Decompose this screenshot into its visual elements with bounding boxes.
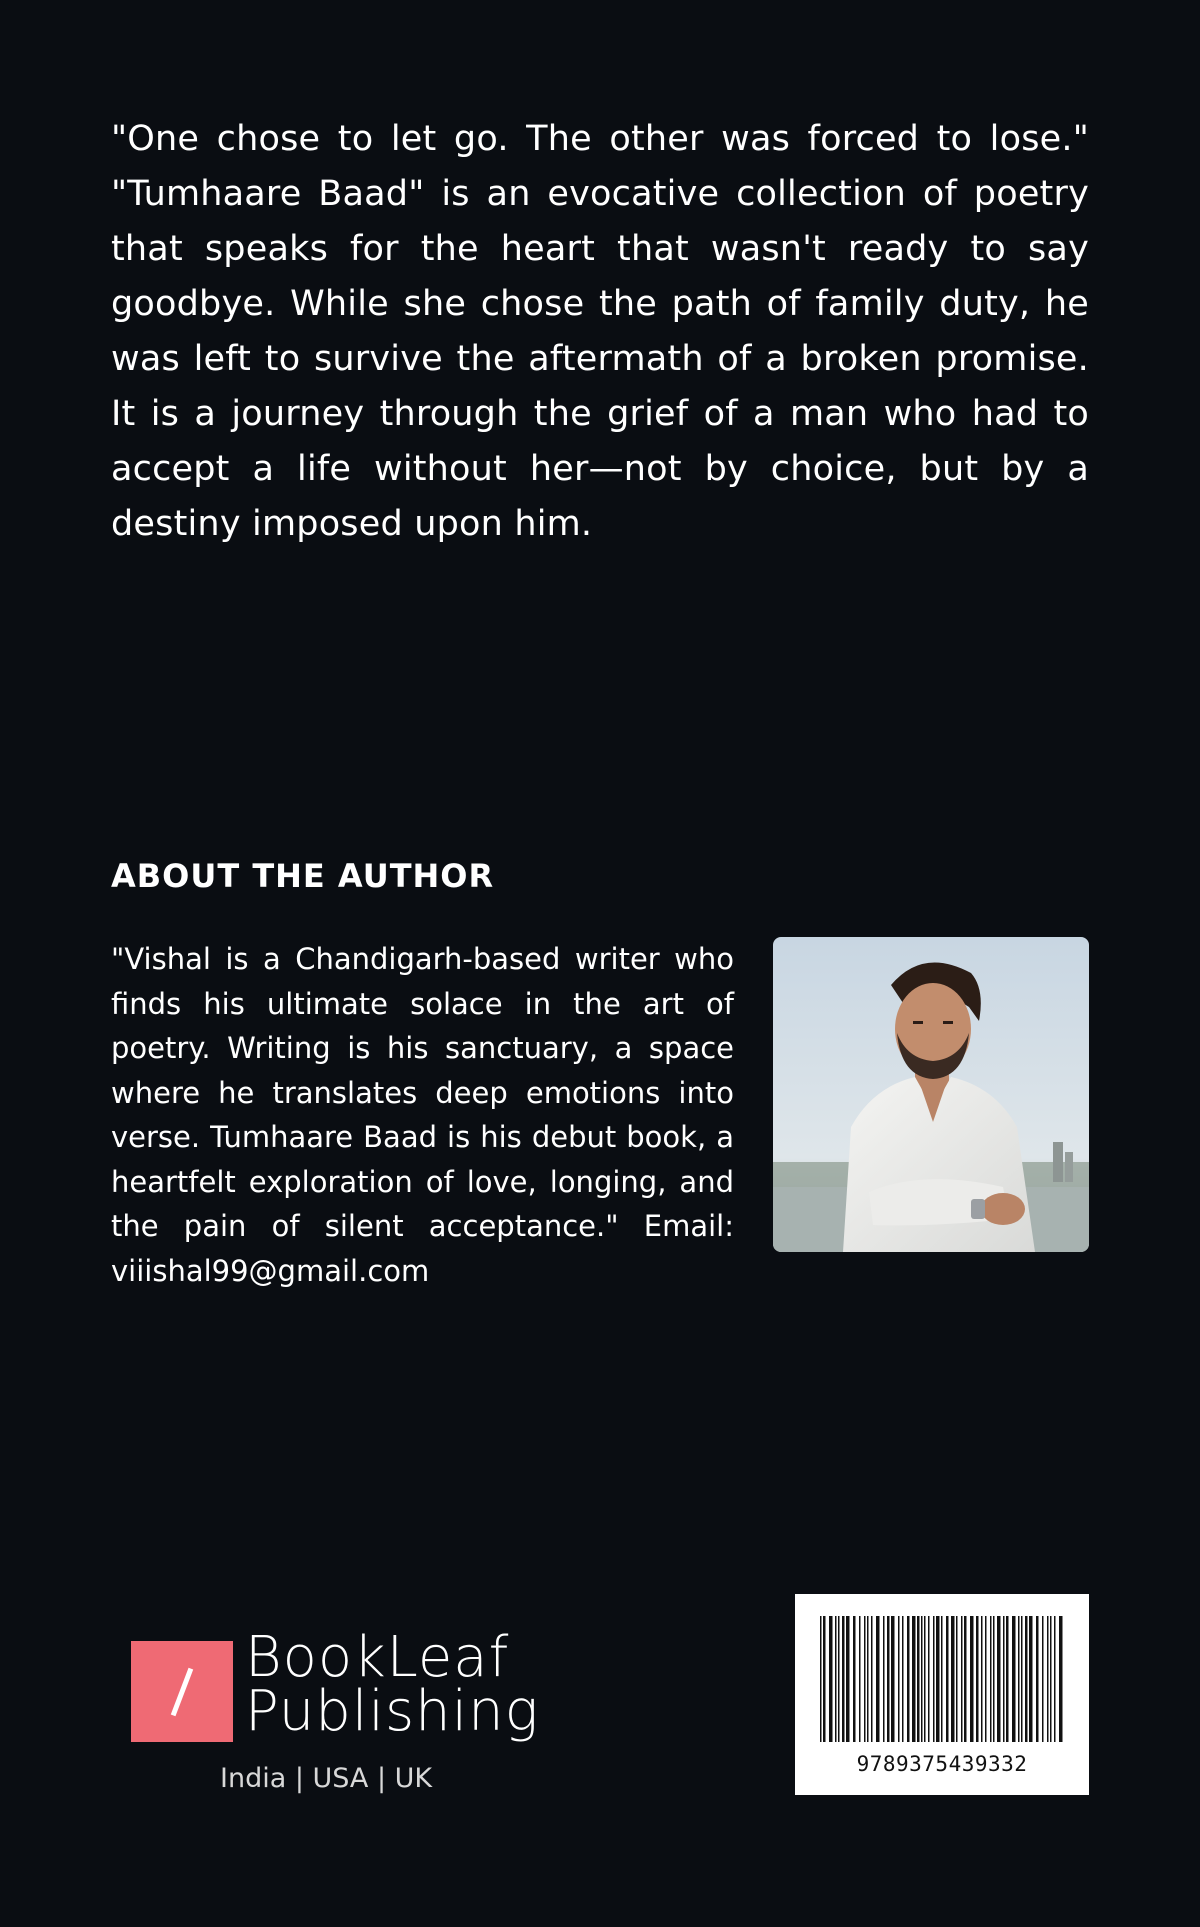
barcode-bar	[921, 1616, 923, 1742]
barcode-bar	[1021, 1616, 1023, 1742]
barcode-bar	[829, 1616, 833, 1742]
barcode-bar	[970, 1616, 974, 1742]
barcode-bar	[924, 1616, 926, 1742]
barcode-bar	[883, 1616, 885, 1742]
barcode-bar	[907, 1616, 910, 1742]
barcode-bars	[795, 1594, 1089, 1754]
barcode-bar	[859, 1616, 861, 1742]
barcode-bar	[838, 1616, 840, 1742]
barcode-bar	[898, 1616, 900, 1742]
publisher-regions: India | USA | UK	[220, 1763, 433, 1794]
barcode-bar	[993, 1616, 995, 1742]
barcode-bar	[1059, 1616, 1063, 1742]
barcode-bar	[1025, 1616, 1028, 1742]
barcode-bar	[823, 1616, 826, 1742]
publisher-name-line1: BookLeaf	[245, 1625, 510, 1690]
barcode-bar	[887, 1616, 890, 1742]
publisher-name-line2: Publishing	[245, 1679, 540, 1744]
barcode-bar	[876, 1616, 880, 1742]
barcode-bar	[981, 1616, 983, 1742]
barcode-bar	[990, 1616, 992, 1742]
publisher-logo	[131, 1641, 233, 1742]
barcode-bar	[846, 1616, 850, 1742]
barcode-bar	[1042, 1616, 1044, 1742]
barcode-bar	[917, 1616, 920, 1742]
publisher-name	[245, 1625, 540, 1744]
barcode-bar	[820, 1616, 822, 1742]
barcode-bar	[997, 1616, 1001, 1742]
isbn-barcode	[795, 1594, 1089, 1795]
about-author-heading: ABOUT THE AUTHOR	[111, 857, 495, 895]
barcode-bar	[891, 1616, 895, 1742]
author-photo	[773, 937, 1089, 1252]
barcode-bar	[912, 1616, 916, 1742]
barcode-bar	[1018, 1616, 1020, 1742]
barcode-bar	[864, 1616, 866, 1742]
barcode-bar	[936, 1616, 940, 1742]
barcode-bar	[835, 1616, 837, 1742]
barcode-bar	[853, 1616, 856, 1742]
barcode-bar	[946, 1616, 949, 1742]
barcode-bar	[976, 1616, 979, 1742]
book-blurb: "One chose to let go. The other was forced to lose." "Tumhaare Baad" is an evocative collection of poetry that speaks for the heart that wasn't ready to say goodbye. While she chose the path of family duty, he was left to survive the aftermath of a broken promise. It is a journey through the grief of a man who had to accept a life without her—not by choice, but by a destiny imposed upon him.	[111, 119, 1089, 544]
barcode-bar	[951, 1616, 955, 1742]
barcode-bar	[1003, 1616, 1005, 1742]
barcode-bar	[964, 1616, 967, 1742]
barcode-bar	[842, 1616, 845, 1742]
barcode-bar	[956, 1616, 958, 1742]
barcode-bar	[1006, 1616, 1009, 1742]
barcode-bar	[933, 1616, 935, 1742]
isbn-number: 9789375439332	[856, 1752, 1028, 1776]
barcode-bar	[1029, 1616, 1033, 1742]
barcode-bar	[1050, 1616, 1052, 1742]
barcode-bar	[1036, 1616, 1039, 1742]
barcode-bar	[902, 1616, 904, 1742]
barcode-bar	[961, 1616, 963, 1742]
barcode-bar	[871, 1616, 873, 1742]
barcode-bar	[1047, 1616, 1049, 1742]
barcode-bar	[985, 1616, 987, 1742]
barcode-bar	[941, 1616, 943, 1742]
author-bio: "Vishal is a Chandigarh-based writer who finds his ultimate solace in the art of poetry. Writing is his sanctuary, a space where he translates deep emotions into verse. Tumhaare Baad is his debut book, a heartfelt exploration of love, longing, and the pain of silent acceptance." Email: viiishal99@gmail.com	[111, 942, 734, 1288]
barcode-bar	[928, 1616, 930, 1742]
barcode-bar	[1054, 1616, 1056, 1742]
barcode-bar	[867, 1616, 869, 1742]
slash-icon	[131, 1641, 233, 1742]
barcode-bar	[1012, 1616, 1016, 1742]
